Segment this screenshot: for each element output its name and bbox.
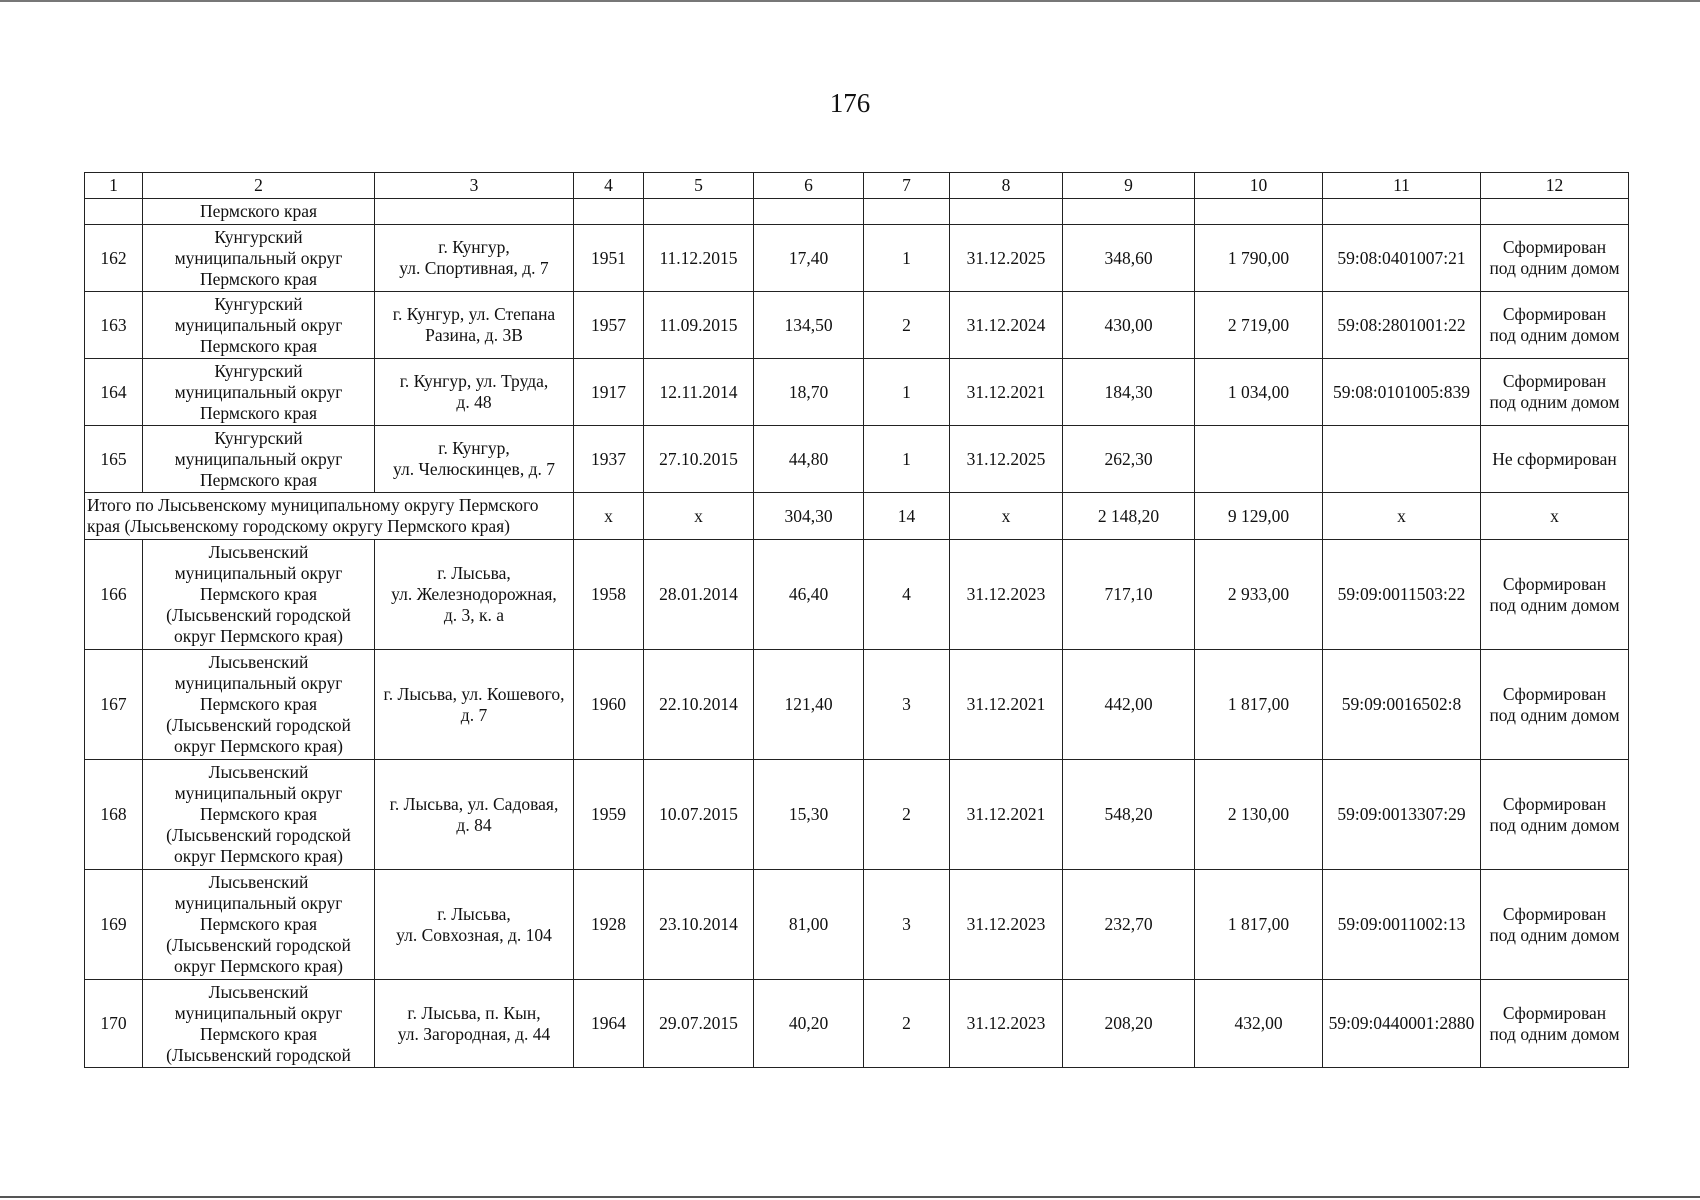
table-cell: 22.10.2014 (644, 650, 754, 760)
table-cell: 2 (864, 760, 950, 870)
table-cell: 134,50 (754, 292, 864, 359)
table-cell: 432,00 (1195, 980, 1323, 1068)
table-cell (1481, 199, 1629, 225)
column-number-cell: 8 (950, 173, 1063, 199)
column-number-cell: 11 (1323, 173, 1481, 199)
table-cell: г. Кунгур, ул. Спортивная, д. 7 (375, 225, 574, 292)
table-cell: 17,40 (754, 225, 864, 292)
subtotal-cell: 304,30 (754, 493, 864, 540)
table-row (85, 540, 1629, 650)
subtotal-cell: 9 129,00 (1195, 493, 1323, 540)
table-cell: 1951 (574, 225, 644, 292)
column-number-cell: 2 (143, 173, 375, 199)
table-cell: 59:08:0101005:839 (1323, 359, 1481, 426)
row-number-cell: 164 (85, 359, 143, 426)
table-cell (375, 199, 574, 225)
table-cell: г. Лысьва, ул. Садовая, д. 84 (375, 760, 574, 870)
row-number-cell: 170 (85, 980, 143, 1068)
table-cell (1323, 426, 1481, 493)
table-cell: 208,20 (1063, 980, 1195, 1068)
table-cell: Сформирован под одним домом (1481, 225, 1629, 292)
table-cell: 1 817,00 (1195, 650, 1323, 760)
table-cell: 184,30 (1063, 359, 1195, 426)
table-cell: г. Кунгур, ул. Степана Разина, д. 3В (375, 292, 574, 359)
table-cell: 31.12.2023 (950, 870, 1063, 980)
table-cell: Сформирован под одним домом (1481, 650, 1629, 760)
table-cell: 1 034,00 (1195, 359, 1323, 426)
table-cell: 548,20 (1063, 760, 1195, 870)
table-cell: Кунгурский муниципальный округ Пермского края (143, 292, 375, 359)
table-row (85, 980, 1629, 1068)
table-cell (85, 199, 143, 225)
table-cell: 12.11.2014 (644, 359, 754, 426)
table-cell: 2 (864, 980, 950, 1068)
table-cell: 28.01.2014 (644, 540, 754, 650)
table-cell (864, 199, 950, 225)
table-cell: 232,70 (1063, 870, 1195, 980)
table-cell: 121,40 (754, 650, 864, 760)
table-cell: 46,40 (754, 540, 864, 650)
table-cell (1063, 199, 1195, 225)
table-cell: 31.12.2024 (950, 292, 1063, 359)
table-cell: Сформирован под одним домом (1481, 870, 1629, 980)
table-cell: 23.10.2014 (644, 870, 754, 980)
table-cell: 2 (864, 292, 950, 359)
table-cell: 1 (864, 225, 950, 292)
table-cell (644, 199, 754, 225)
table-cell: 15,30 (754, 760, 864, 870)
column-number-cell: 1 (85, 173, 143, 199)
table-cell: Кунгурский муниципальный округ Пермского края (143, 359, 375, 426)
table-cell (1323, 199, 1481, 225)
table-cell: Сформирован под одним домом (1481, 540, 1629, 650)
table-cell: 1 790,00 (1195, 225, 1323, 292)
table-row (85, 650, 1629, 760)
table-cell: 1960 (574, 650, 644, 760)
table-cell: г. Лысьва, п. Кын, ул. Загородная, д. 44 (375, 980, 574, 1068)
table-cell (1195, 426, 1323, 493)
table-cell: 59:08:0401007:21 (1323, 225, 1481, 292)
table-cell: г. Кунгур, ул. Челюскинцев, д. 7 (375, 426, 574, 493)
table-cell: Пермского края (143, 199, 375, 225)
table-cell: 442,00 (1063, 650, 1195, 760)
column-number-cell: 9 (1063, 173, 1195, 199)
table-cell: 18,70 (754, 359, 864, 426)
table-cell: г. Лысьва, ул. Совхозная, д. 104 (375, 870, 574, 980)
table-cell (754, 199, 864, 225)
table-cell: 1 (864, 359, 950, 426)
subtotal-cell: х (644, 493, 754, 540)
column-number-cell: 3 (375, 173, 574, 199)
table-cell: 31.12.2025 (950, 225, 1063, 292)
table-cell: 1 (864, 426, 950, 493)
table-cell: Кунгурский муниципальный округ Пермского края (143, 426, 375, 493)
subtotal-label: Итого по Лысьвенскому муниципальному округу Пермского края (Лысьвенскому городскому округу Пермского края) (85, 493, 574, 540)
row-number-cell: 165 (85, 426, 143, 493)
row-number-cell: 162 (85, 225, 143, 292)
table-cell: 59:08:2801001:22 (1323, 292, 1481, 359)
table-cell: 1957 (574, 292, 644, 359)
table-cell: Не сформирован (1481, 426, 1629, 493)
table-cell: Лысьвенский муниципальный округ Пермского края (Лысьвенский городской округ Пермского края) (143, 650, 375, 760)
table-cell: Лысьвенский муниципальный округ Пермского края (Лысьвенский городской (143, 980, 375, 1068)
table-cell: Сформирован под одним домом (1481, 980, 1629, 1068)
table-cell: 31.12.2023 (950, 980, 1063, 1068)
table-cell: Лысьвенский муниципальный округ Пермского края (Лысьвенский городской округ Пермского края) (143, 540, 375, 650)
table-cell (950, 199, 1063, 225)
table-cell: 1937 (574, 426, 644, 493)
table-cell: 44,80 (754, 426, 864, 493)
table-cell: 1928 (574, 870, 644, 980)
row-number-cell: 166 (85, 540, 143, 650)
table-cell: 717,10 (1063, 540, 1195, 650)
table-cell: 1964 (574, 980, 644, 1068)
table-cell: 1959 (574, 760, 644, 870)
column-number-cell: 4 (574, 173, 644, 199)
column-number-cell: 7 (864, 173, 950, 199)
table-cell: 1917 (574, 359, 644, 426)
table-cell: 3 (864, 870, 950, 980)
table-cell: 31.12.2023 (950, 540, 1063, 650)
table-cell: г. Кунгур, ул. Труда, д. 48 (375, 359, 574, 426)
table-cell: 59:09:0016502:8 (1323, 650, 1481, 760)
table-cell: 59:09:0013307:29 (1323, 760, 1481, 870)
column-number-cell: 6 (754, 173, 864, 199)
subtotal-cell: 2 148,20 (1063, 493, 1195, 540)
table-cell: 59:09:0011503:22 (1323, 540, 1481, 650)
table-cell: 2 933,00 (1195, 540, 1323, 650)
subtotal-cell: х (574, 493, 644, 540)
table-row (85, 359, 1629, 426)
subtotal-cell: х (950, 493, 1063, 540)
table-row (85, 870, 1629, 980)
table-cell: Лысьвенский муниципальный округ Пермского края (Лысьвенский городской округ Пермского края) (143, 870, 375, 980)
column-number-cell: 12 (1481, 173, 1629, 199)
continuation-row (85, 199, 1629, 225)
table-cell: Кунгурский муниципальный округ Пермского края (143, 225, 375, 292)
table-row (85, 225, 1629, 292)
subtotal-cell: 14 (864, 493, 950, 540)
column-number-cell: 5 (644, 173, 754, 199)
table-cell: 31.12.2021 (950, 760, 1063, 870)
scan-top-edge (0, 0, 1700, 2)
row-number-cell: 168 (85, 760, 143, 870)
page-number: 176 (829, 88, 871, 118)
scan-bottom-edge (0, 1196, 1700, 1198)
table-row (85, 760, 1629, 870)
subtotal-cell: х (1481, 493, 1629, 540)
table-cell: 3 (864, 650, 950, 760)
table-cell: Сформирован под одним домом (1481, 292, 1629, 359)
column-number-cell: 10 (1195, 173, 1323, 199)
table-cell: Лысьвенский муниципальный округ Пермского края (Лысьвенский городской округ Пермского края) (143, 760, 375, 870)
table-cell: 4 (864, 540, 950, 650)
table-cell: 31.12.2021 (950, 650, 1063, 760)
table-cell: 31.12.2025 (950, 426, 1063, 493)
table-cell: 262,30 (1063, 426, 1195, 493)
table-cell: 27.10.2015 (644, 426, 754, 493)
register-table (84, 172, 1629, 1068)
table-cell (1195, 199, 1323, 225)
table-row (85, 426, 1629, 493)
table-cell: 11.09.2015 (644, 292, 754, 359)
table-row (85, 292, 1629, 359)
table-cell: г. Лысьва, ул. Кошевого, д. 7 (375, 650, 574, 760)
table-cell: 40,20 (754, 980, 864, 1068)
table-cell: 29.07.2015 (644, 980, 754, 1068)
table-cell: 81,00 (754, 870, 864, 980)
row-number-cell: 167 (85, 650, 143, 760)
subtotal-cell: х (1323, 493, 1481, 540)
table-cell: 10.07.2015 (644, 760, 754, 870)
row-number-cell: 163 (85, 292, 143, 359)
table-cell: 348,60 (1063, 225, 1195, 292)
table-cell: 1 817,00 (1195, 870, 1323, 980)
subtotal-row (85, 493, 1629, 540)
table-cell: Сформирован под одним домом (1481, 359, 1629, 426)
row-number-cell: 169 (85, 870, 143, 980)
table-cell: 11.12.2015 (644, 225, 754, 292)
table-cell (574, 199, 644, 225)
table-cell: 59:09:0011002:13 (1323, 870, 1481, 980)
column-number-row (85, 173, 1629, 199)
table-cell: г. Лысьва, ул. Железнодорожная, д. 3, к. а (375, 540, 574, 650)
table-cell: 430,00 (1063, 292, 1195, 359)
table-cell: 59:09:0440001:2880 (1323, 980, 1481, 1068)
table-cell: 2 719,00 (1195, 292, 1323, 359)
table-cell: Сформирован под одним домом (1481, 760, 1629, 870)
table-cell: 1958 (574, 540, 644, 650)
table-cell: 2 130,00 (1195, 760, 1323, 870)
table-cell: 31.12.2021 (950, 359, 1063, 426)
